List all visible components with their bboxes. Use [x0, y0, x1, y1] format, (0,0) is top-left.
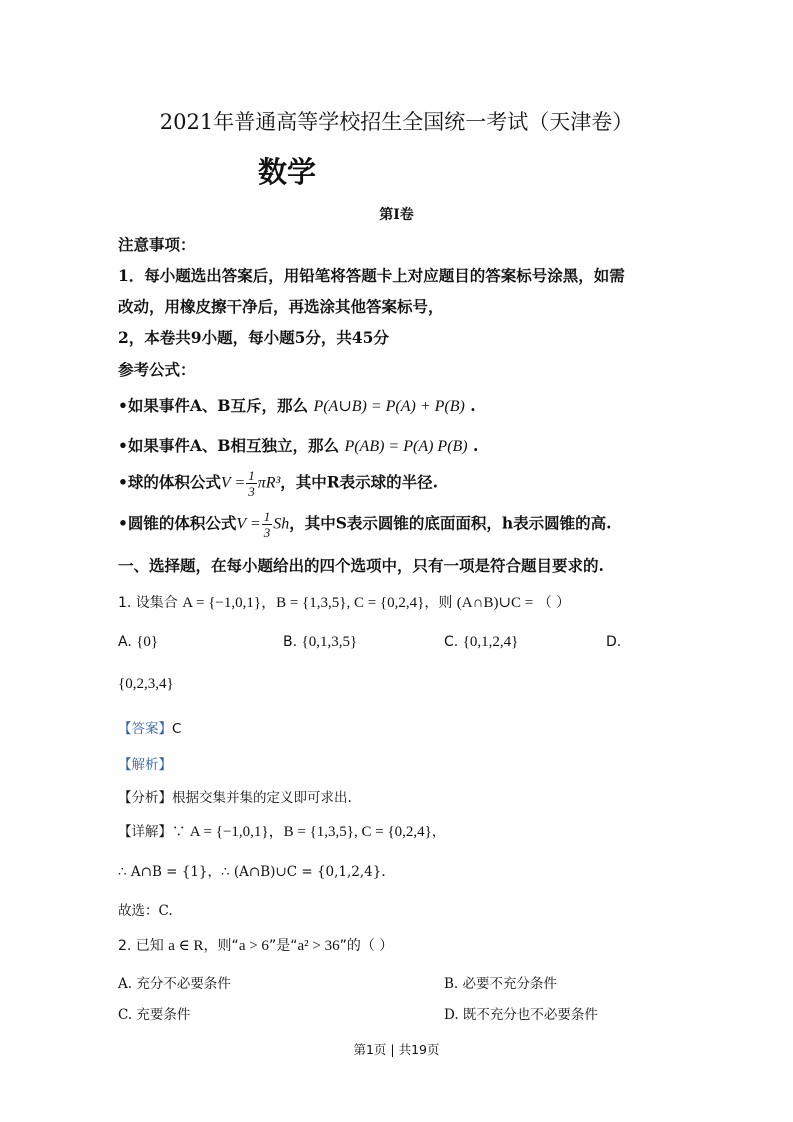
q1-stem-suffix: ，则	[424, 595, 453, 611]
answer-value: C	[172, 721, 182, 737]
subject-title: 数学	[258, 155, 317, 189]
q1-stem-paren: （ ）	[537, 595, 571, 611]
q1-stem-expr: (A∩B)∪C =	[456, 595, 534, 611]
notes-item2: 2，本卷共9小题，每小题5分，共45分	[118, 328, 389, 347]
q1-detail	[118, 820, 445, 841]
formula-sphere-rhs: πR³	[257, 474, 281, 492]
formula-independent-text: •如果事件A、B相互独立，那么	[118, 436, 340, 455]
q1-detail-math: A = {−1,0,1}，B = {1,3,5}, C = {0,2,4}	[189, 824, 432, 840]
formula-cone-rhs: Sh	[273, 515, 290, 533]
answer-tag: 【答案】	[118, 721, 172, 737]
q2-stem-mid1: ，则“	[203, 938, 239, 954]
q1-option-d-label: D.	[606, 634, 622, 650]
q1-detail-prefix: 【详解】∵	[118, 824, 186, 840]
q1-option-c	[444, 634, 518, 651]
formula-cone	[118, 509, 612, 540]
formula-exclusive-text: •如果事件A、B互斥，那么	[118, 396, 309, 415]
q2-stem-math3: a² > 36	[297, 938, 340, 954]
formula-exclusive	[118, 394, 476, 416]
formula-exclusive-math: P(A∪B) = P(A) + P(B)	[313, 398, 465, 415]
formula-cone-tail: ，其中S表示圆锥的底面面积，h表示圆锥的高.	[289, 513, 612, 533]
q1-option-b	[283, 634, 357, 651]
q2-option-a: A. 充分不必要条件	[118, 976, 231, 992]
notes-item1-line2: 改动，用橡皮擦干净后，再选涂其他答案标号，	[118, 297, 444, 316]
formula-sphere	[118, 468, 438, 499]
q1-option-c-label: C.	[444, 634, 459, 650]
q2-stem-math1: a ∈ R	[168, 938, 204, 954]
q1-answer	[118, 717, 181, 737]
q1-option-b-label: B.	[283, 634, 298, 650]
q1-step2: ∴ A∩B = {1}，∴ (A∩B)∪C = {0,1,2,4}.	[118, 864, 386, 880]
fraction-numerator: 1	[263, 509, 271, 524]
fraction-numerator: 1	[248, 468, 255, 483]
q2-stem-end: ”的（ ）	[339, 938, 394, 954]
fraction-denominator: 3	[263, 525, 271, 540]
formula-independent	[118, 434, 478, 456]
q1-detail-suffix: ，	[431, 824, 446, 840]
q1-option-b-value: {0,1,3,5}	[301, 634, 358, 650]
q2-stem-prefix: 2. 已知	[118, 938, 164, 954]
q1-conclusion: 故选：C.	[118, 903, 173, 919]
formula-cone-fraction	[262, 509, 273, 540]
page-footer: 第1页 | 共19页	[353, 1042, 440, 1057]
notes-heading: 注意事项：	[118, 235, 196, 254]
formula-sphere-fraction	[246, 468, 257, 499]
volume-label: 第I卷	[379, 207, 414, 223]
q2-option-d: D. 既不充分也不必要条件	[444, 1007, 598, 1023]
exam-title: 2021年普通高等学校招生全国统一考试（天津卷）	[159, 110, 634, 134]
formula-exclusive-period: .	[470, 396, 476, 415]
formula-independent-math: P(AB) = P(A) P(B)	[344, 438, 468, 455]
analysis-tag: 【解析】	[118, 757, 172, 773]
q2-option-b: B. 必要不充分条件	[444, 976, 558, 992]
q2-stem-mid2: ”是“	[268, 938, 298, 954]
q1-option-d-value: {0,2,3,4}	[118, 676, 174, 692]
formula-cone-lhs: V =	[236, 515, 261, 533]
q1-stem-prefix: 1. 设集合	[118, 595, 178, 611]
q1-stem	[118, 591, 570, 612]
formula-sphere-tail: ，其中R表示球的半径.	[280, 472, 439, 492]
q1-fenxi: 【分析】根据交集并集的定义即可求出.	[118, 790, 352, 806]
formulas-heading: 参考公式：	[118, 360, 196, 379]
q2-option-c: C. 充要条件	[118, 1007, 191, 1023]
notes-item1-line1: 1．每小题选出答案后，用铅笔将答题卡上对应题目的答案标号涂黑，如需	[118, 266, 625, 285]
q1-option-a-label: A.	[118, 634, 132, 650]
q1-option-a-value: {0}	[136, 634, 159, 650]
formula-cone-text: •圆锥的体积公式	[118, 513, 237, 533]
fraction-denominator: 3	[248, 484, 255, 499]
q2-stem	[118, 935, 393, 955]
formula-sphere-lhs: V =	[220, 474, 246, 492]
q2-stem-math2: a > 6	[238, 938, 269, 954]
q1-option-c-value: {0,1,2,4}	[462, 634, 519, 650]
formula-sphere-text: •球的体积公式	[118, 472, 221, 492]
q1-option-a	[118, 634, 158, 651]
q1-stem-math: A = {−1,0,1}，B = {1,3,5}, C = {0,2,4}	[182, 595, 425, 611]
section-heading: 一、选择题，在每小题给出的四个选项中，只有一项是符合题目要求的.	[118, 556, 604, 575]
formula-independent-period: .	[473, 436, 479, 455]
